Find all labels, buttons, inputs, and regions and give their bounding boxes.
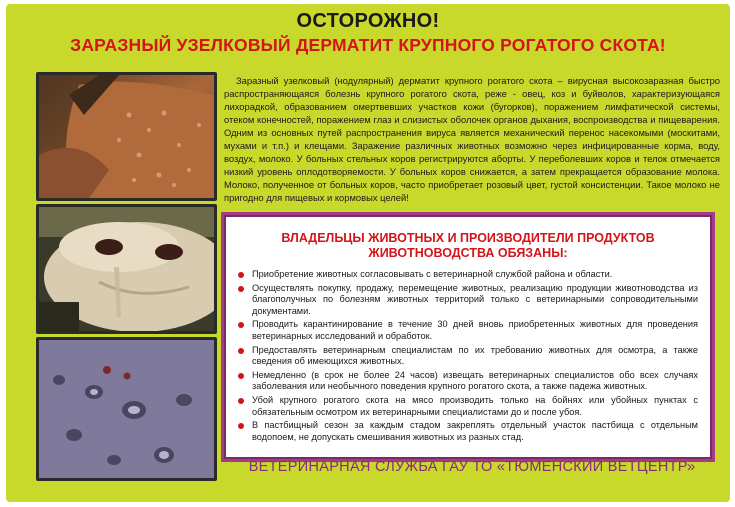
list-item: Предоставлять ветеринарным специалистам по их требованию животных для осмотра, а также сведения об имеющихся животных.: [238, 345, 698, 368]
disease-description: Заразный узелковый (нодулярный) дерматит крупного рогатого скота – вирусная высокозаразная быстро распространяющаяся болезнь крупного рогатого скота, реже - овец, коз и буйволов, характеризующаяся лихорадкой, образованием омертвевших участков кожи (бугорков), поражением лимфатической системы, отеком конечностей, поражением глаз и слизистых оболочек органов дыхания, воспроизводства и пищеварения. Одним из основных путей распространения вируса является механический перенос насекомыми (москитами, мухами и т.п.) и клещами. Заражение различных животных возможно через инфицированные корма, воду, воздух, молоко. У больных стельных коров регистрируются аборты. У переболевших коров и телок отмечается низкий уровень оплодотворяемости. У больных коров снижается, а затем прекращается образование молока. Молоко, полученное от больных коров, часто приобретает розовый цвет, густой консистенции. Такое молоко не пригодно для пищевых и кормовых целей!: [224, 75, 720, 203]
bullet-icon: [238, 286, 244, 292]
owner-obligations-box: [224, 215, 712, 459]
page-subtitle: ЗАРАЗНЫЙ УЗЕЛКОВЫЙ ДЕРМАТИТ КРУПНОГО РОГАТОГО СКОТА!: [70, 35, 666, 55]
list-item: В пастбищный сезон за каждым стадом закреплять отдельный участок пастбища с отдельным водопоем, не допускать смешивания животных из разных стад.: [238, 420, 698, 443]
bullet-icon: [238, 322, 244, 328]
photo-cow-muzzle: [36, 204, 217, 334]
poster: [6, 4, 730, 502]
obligations-title-line1: ВЛАДЕЛЬЦЫ ЖИВОТНЫХ И ПРОИЗВОДИТЕЛИ ПРОДУКТОВ: [281, 231, 655, 245]
list-item: Немедленно (в срок не более 24 часов) извещать ветеринарных специалистов обо всех случаях заболевания или необычного поведения крупного рогатого скота, а также падежа животных.: [238, 370, 698, 393]
footer-organization: ВЕТЕРИНАРНАЯ СЛУЖБА ГАУ ТО «ТЮМЕНСКИЙ ВЕТЦЕНТР»: [248, 459, 696, 475]
bullet-icon: [238, 348, 244, 354]
list-item: Убой крупного рогатого скота на мясо производить только на бойнях или убойных пунктах с обязательным осмотром их ветеринарными специалистами до и после убоя.: [238, 395, 698, 418]
obligations-title: [226, 231, 710, 261]
bullet-icon: [238, 423, 244, 429]
bullet-icon: [238, 398, 244, 404]
bullet-icon: [238, 272, 244, 278]
obligations-list: [238, 269, 698, 445]
page-title: ОСТОРОЖНО!: [296, 10, 440, 32]
obligations-title-line2: ЖИВОТНОВОДСТВА ОБЯЗАНЫ:: [368, 246, 568, 260]
list-item: Осуществлять покупку, продажу, перемещение животных, реализацию продукции животноводства из благополучных по болезням животных территорий только с ветеринарными сопроводительными документами.: [238, 283, 698, 318]
list-item: Приобретение животных согласовывать с ветеринарной службой района и области.: [238, 269, 698, 281]
photo-cow-skin-nodules: [36, 72, 217, 201]
bullet-icon: [238, 373, 244, 379]
photo-skin-lesions: [36, 337, 217, 481]
list-item: Проводить карантинирование в течение 30 дней вновь приобретенных животных для проведения ветеринарных исследований и обработок.: [238, 319, 698, 342]
